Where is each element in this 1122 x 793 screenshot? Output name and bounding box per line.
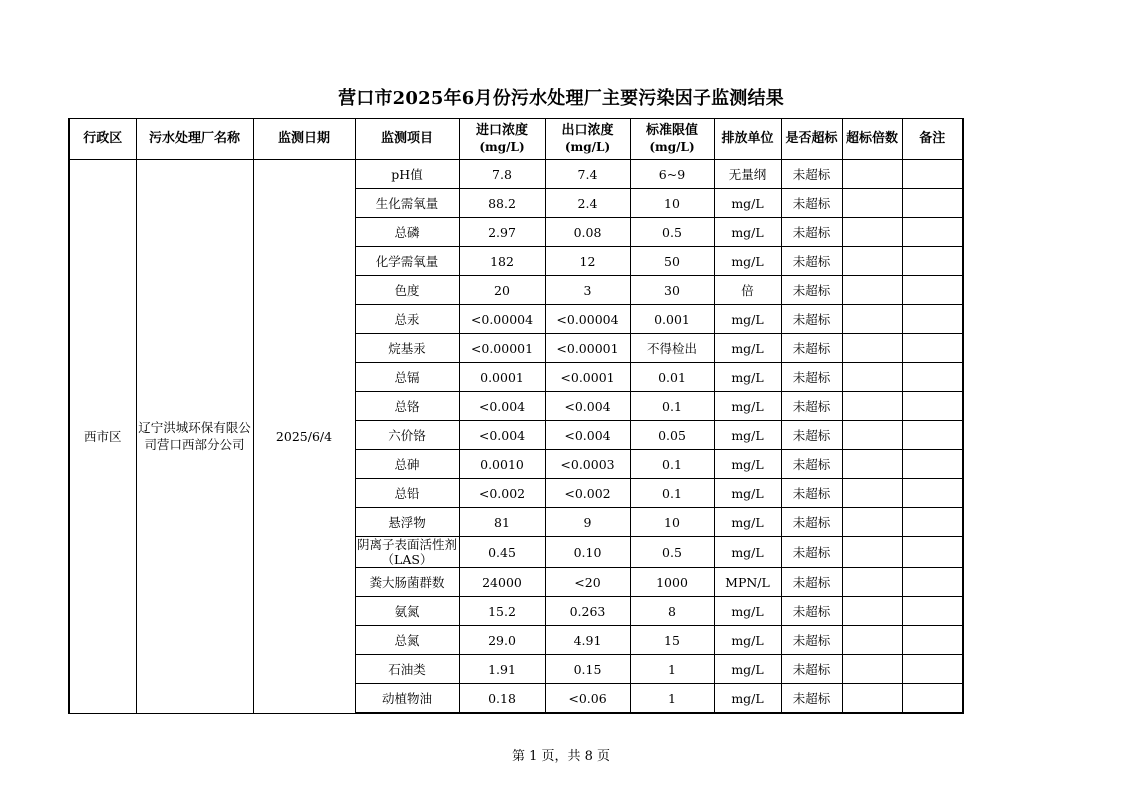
unit-cell: 无量纲 (714, 160, 781, 189)
item-cell: 动植物油 (355, 684, 459, 714)
note-cell (902, 655, 963, 684)
exceed-cell: 未超标 (781, 363, 842, 392)
item-cell: 总镉 (355, 363, 459, 392)
outlet-cell: 3 (545, 276, 630, 305)
exceed-cell: 未超标 (781, 218, 842, 247)
exceed-cell: 未超标 (781, 597, 842, 626)
ratio-cell (842, 160, 902, 189)
limit-cell: 1000 (630, 568, 714, 597)
note-cell (902, 626, 963, 655)
ratio-cell (842, 189, 902, 218)
limit-cell: 0.01 (630, 363, 714, 392)
ratio-cell (842, 392, 902, 421)
inlet-cell: 88.2 (459, 189, 545, 218)
inlet-cell: <0.004 (459, 392, 545, 421)
item-cell: pH值 (355, 160, 459, 189)
note-cell (902, 537, 963, 568)
note-cell (902, 247, 963, 276)
ratio-cell (842, 450, 902, 479)
header-outlet-unit: (mg/L) (564, 140, 611, 154)
exceed-cell: 未超标 (781, 276, 842, 305)
outlet-cell: <0.004 (545, 421, 630, 450)
ratio-cell (842, 276, 902, 305)
plant-name-cell: 辽宁洪城环保有限公司营口西部分公司 (136, 160, 253, 714)
exceed-cell: 未超标 (781, 450, 842, 479)
note-cell (902, 305, 963, 334)
header-limit (630, 119, 714, 160)
header-inlet (459, 119, 545, 160)
inlet-cell: 2.97 (459, 218, 545, 247)
outlet-cell: <0.00001 (545, 334, 630, 363)
unit-cell: mg/L (714, 363, 781, 392)
inlet-cell: <0.00004 (459, 305, 545, 334)
inlet-cell: 24000 (459, 568, 545, 597)
inlet-cell: <0.00001 (459, 334, 545, 363)
note-cell (902, 392, 963, 421)
ratio-cell (842, 334, 902, 363)
exceed-cell: 未超标 (781, 305, 842, 334)
item-cell: 总磷 (355, 218, 459, 247)
unit-cell: mg/L (714, 218, 781, 247)
header-district: 行政区 (69, 119, 136, 160)
limit-cell: 30 (630, 276, 714, 305)
inlet-cell: 81 (459, 508, 545, 537)
district-cell: 西市区 (69, 160, 136, 714)
unit-cell: mg/L (714, 655, 781, 684)
outlet-cell: 2.4 (545, 189, 630, 218)
limit-cell: 0.001 (630, 305, 714, 334)
note-cell (902, 218, 963, 247)
outlet-cell: 0.08 (545, 218, 630, 247)
unit-cell: mg/L (714, 597, 781, 626)
ratio-cell (842, 479, 902, 508)
ratio-cell (842, 626, 902, 655)
item-cell: 生化需氧量 (355, 189, 459, 218)
item-cell: 总砷 (355, 450, 459, 479)
outlet-cell: <0.00004 (545, 305, 630, 334)
item-cell: 阴离子表面活性剂（LAS） (356, 537, 457, 567)
outlet-cell: 12 (545, 247, 630, 276)
note-cell (902, 160, 963, 189)
limit-cell: 0.5 (630, 218, 714, 247)
table-row (69, 160, 963, 189)
limit-cell: 0.1 (630, 450, 714, 479)
limit-cell: 1 (630, 655, 714, 684)
page-footer: 第 1 页，共 8 页 (511, 749, 611, 764)
item-cell: 氨氮 (355, 597, 459, 626)
limit-cell: 50 (630, 247, 714, 276)
unit-cell: mg/L (714, 537, 781, 568)
limit-cell: 0.1 (630, 392, 714, 421)
ratio-cell (842, 508, 902, 537)
unit-cell: mg/L (714, 450, 781, 479)
header-item: 监测项目 (355, 119, 459, 160)
limit-cell: 不得检出 (630, 334, 714, 363)
unit-cell: mg/L (714, 334, 781, 363)
unit-cell: MPN/L (714, 568, 781, 597)
unit-cell: mg/L (714, 479, 781, 508)
header-outlet (545, 119, 630, 160)
outlet-cell: 4.91 (545, 626, 630, 655)
inlet-cell: 0.18 (459, 684, 545, 714)
outlet-cell: 9 (545, 508, 630, 537)
exceed-cell: 未超标 (781, 160, 842, 189)
outlet-cell: 0.15 (545, 655, 630, 684)
exceed-cell: 未超标 (781, 626, 842, 655)
note-cell (902, 363, 963, 392)
item-cell: 石油类 (355, 655, 459, 684)
inlet-cell: 182 (459, 247, 545, 276)
item-cell: 六价铬 (355, 421, 459, 450)
exceed-cell: 未超标 (781, 684, 842, 714)
unit-cell: 倍 (714, 276, 781, 305)
note-cell (902, 479, 963, 508)
unit-cell: mg/L (714, 684, 781, 714)
limit-cell: 0.05 (630, 421, 714, 450)
header-exceed: 是否超标 (781, 119, 842, 160)
header-inlet-unit: (mg/L) (479, 140, 525, 154)
ratio-cell (842, 655, 902, 684)
unit-cell: mg/L (714, 421, 781, 450)
outlet-cell: 7.4 (545, 160, 630, 189)
date-cell: 2025/6/4 (253, 160, 355, 714)
ratio-cell (842, 305, 902, 334)
exceed-cell: 未超标 (781, 568, 842, 597)
limit-cell: 10 (630, 189, 714, 218)
exceed-cell: 未超标 (781, 508, 842, 537)
ratio-cell (842, 218, 902, 247)
header-note: 备注 (902, 119, 963, 160)
inlet-cell: <0.004 (459, 421, 545, 450)
outlet-cell: <20 (545, 568, 630, 597)
exceed-cell: 未超标 (781, 421, 842, 450)
header-inlet-label: 进口浓度 (475, 123, 528, 138)
item-cell: 化学需氧量 (355, 247, 459, 276)
inlet-cell: 20 (459, 276, 545, 305)
header-plant: 污水处理厂名称 (136, 119, 253, 160)
item-cell: 总汞 (355, 305, 459, 334)
outlet-cell: 0.10 (545, 537, 630, 568)
note-cell (902, 684, 963, 714)
header-limit-label: 标准限值 (645, 123, 698, 138)
note-cell (902, 568, 963, 597)
ratio-cell (842, 421, 902, 450)
limit-cell: 1 (630, 684, 714, 714)
inlet-cell: 29.0 (459, 626, 545, 655)
exceed-cell: 未超标 (781, 334, 842, 363)
outlet-cell: 0.263 (545, 597, 630, 626)
outlet-cell: <0.0001 (545, 363, 630, 392)
exceed-cell: 未超标 (781, 479, 842, 508)
monitoring-results-table (68, 118, 964, 714)
unit-cell: mg/L (714, 305, 781, 334)
inlet-cell: 0.0010 (459, 450, 545, 479)
note-cell (902, 450, 963, 479)
note-cell (902, 189, 963, 218)
limit-cell: 6~9 (630, 160, 714, 189)
outlet-cell: <0.004 (545, 392, 630, 421)
note-cell (902, 276, 963, 305)
limit-cell: 0.5 (630, 537, 714, 568)
item-cell: 粪大肠菌群数 (355, 568, 459, 597)
exceed-cell: 未超标 (781, 247, 842, 276)
inlet-cell: 0.0001 (459, 363, 545, 392)
unit-cell: mg/L (714, 247, 781, 276)
note-cell (902, 334, 963, 363)
unit-cell: mg/L (714, 626, 781, 655)
limit-cell: 10 (630, 508, 714, 537)
item-cell: 色度 (355, 276, 459, 305)
header-limit-unit: (mg/L) (649, 140, 695, 154)
note-cell (902, 508, 963, 537)
header-date: 监测日期 (253, 119, 355, 160)
ratio-cell (842, 684, 902, 714)
outlet-cell: <0.06 (545, 684, 630, 714)
inlet-cell: 7.8 (459, 160, 545, 189)
inlet-cell: <0.002 (459, 479, 545, 508)
unit-cell: mg/L (714, 189, 781, 218)
limit-cell: 15 (630, 626, 714, 655)
inlet-cell: 0.45 (459, 537, 545, 568)
page-title: 营口市2025年6月份污水处理厂主要污染因子监测结果 (338, 88, 784, 109)
ratio-cell (842, 537, 902, 568)
unit-cell: mg/L (714, 392, 781, 421)
note-cell (902, 421, 963, 450)
table-header-row (69, 119, 963, 160)
inlet-cell: 1.91 (459, 655, 545, 684)
item-cell: 总氮 (355, 626, 459, 655)
exceed-cell: 未超标 (781, 392, 842, 421)
outlet-cell: <0.002 (545, 479, 630, 508)
exceed-cell: 未超标 (781, 537, 842, 568)
ratio-cell (842, 568, 902, 597)
limit-cell: 8 (630, 597, 714, 626)
ratio-cell (842, 363, 902, 392)
outlet-cell: <0.0003 (545, 450, 630, 479)
ratio-cell (842, 597, 902, 626)
item-cell: 总铅 (355, 479, 459, 508)
header-outlet-label: 出口浓度 (561, 123, 614, 138)
item-cell: 烷基汞 (355, 334, 459, 363)
limit-cell: 0.1 (630, 479, 714, 508)
ratio-cell (842, 247, 902, 276)
item-cell: 悬浮物 (355, 508, 459, 537)
header-ratio: 超标倍数 (842, 119, 902, 160)
exceed-cell: 未超标 (781, 189, 842, 218)
note-cell (902, 597, 963, 626)
item-cell: 总铬 (355, 392, 459, 421)
unit-cell: mg/L (714, 508, 781, 537)
exceed-cell: 未超标 (781, 655, 842, 684)
header-unit: 排放单位 (714, 119, 781, 160)
inlet-cell: 15.2 (459, 597, 545, 626)
